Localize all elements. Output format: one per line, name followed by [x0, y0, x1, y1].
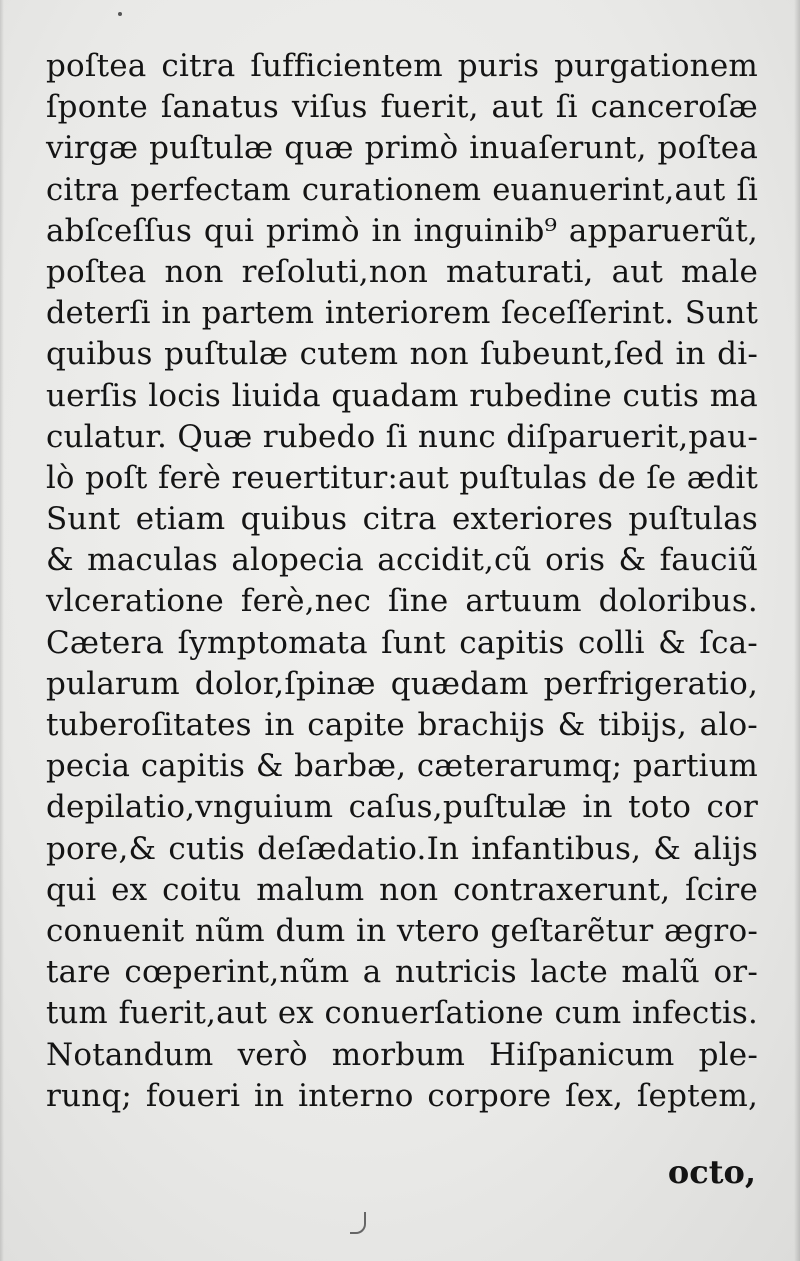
- text-line: uerſis locis liuida quadam rubedine cutis ma: [46, 377, 758, 414]
- ink-flourish: [350, 1212, 366, 1234]
- text-line: quibus puſtulæ cutem non ſubeunt,ſed in di-: [46, 336, 758, 373]
- page-left-edge: [0, 0, 4, 1261]
- text-line: depilatio,vnguium caſus,puſtulæ in toto cor: [46, 789, 758, 826]
- text-line: abſceſſus qui primò in inguinib⁹ apparuerũt,: [46, 212, 758, 249]
- text-line: pularum dolor,ſpinæ quædam perfrigeratio,: [46, 665, 758, 702]
- text-line: deterſi in partem interiorem ſeceſſerint. Sunt: [46, 296, 758, 332]
- text-line: citra perfectam curationem euanuerint,aut ſi: [46, 172, 758, 208]
- text-line: pecia capitis & barbæ, cæterarumq; partium: [46, 748, 758, 785]
- text-line: tum fuerit,aut ex conuerſatione cum infectis.: [46, 995, 758, 1032]
- body-text: [46, 46, 758, 1117]
- text-line: virgæ puſtulæ quæ primò inuaſerunt, poſtea: [46, 130, 758, 167]
- text-line: runq; foueri in interno corpore ſex, ſeptem,: [46, 1077, 758, 1114]
- text-line: Notandum verò morbum Hiſpanicum ple-: [46, 1036, 758, 1073]
- text-line: Cætera ſymptomata ſunt capitis colli & ſca-: [46, 624, 758, 661]
- text-line: Sunt etiam quibus citra exteriores puſtulas: [46, 501, 758, 538]
- ink-speck: [118, 12, 122, 16]
- page-right-edge: [794, 0, 800, 1261]
- text-line: pore,& cutis deſædatio.In infantibus, & alijs: [46, 830, 758, 867]
- text-line: vlceratione ferè,nec ſine artuum doloribus.: [46, 583, 758, 620]
- text-line: poſtea citra ſufficientem puris purgationem: [46, 48, 758, 84]
- text-line: qui ex coitu malum non contraxerunt, ſcire: [46, 871, 758, 908]
- text-line: tare cœperint,nũm a nutricis lacte malũ or-: [46, 954, 758, 991]
- text-line: poſtea non reſoluti,non maturati, aut male: [46, 253, 758, 290]
- text-line: ſponte ſanatus viſus fuerit, aut ſi canceroſæ: [46, 89, 758, 126]
- text-line: conuenit nũm dum in vtero geſtarẽtur ægro-: [46, 912, 758, 949]
- catchword: octo,: [667, 1153, 756, 1191]
- text-line: tuberoſitates in capite brachijs & tibijs, alo-: [46, 707, 758, 743]
- text-line: lò poſt ferè reuertitur:aut puſtulas de ſe ædit: [46, 460, 758, 496]
- text-line: & maculas alopecia accidit,cũ oris & fauciũ: [46, 542, 758, 579]
- text-line: culatur. Quæ rubedo ſi nunc diſparuerit,pau-: [46, 418, 758, 455]
